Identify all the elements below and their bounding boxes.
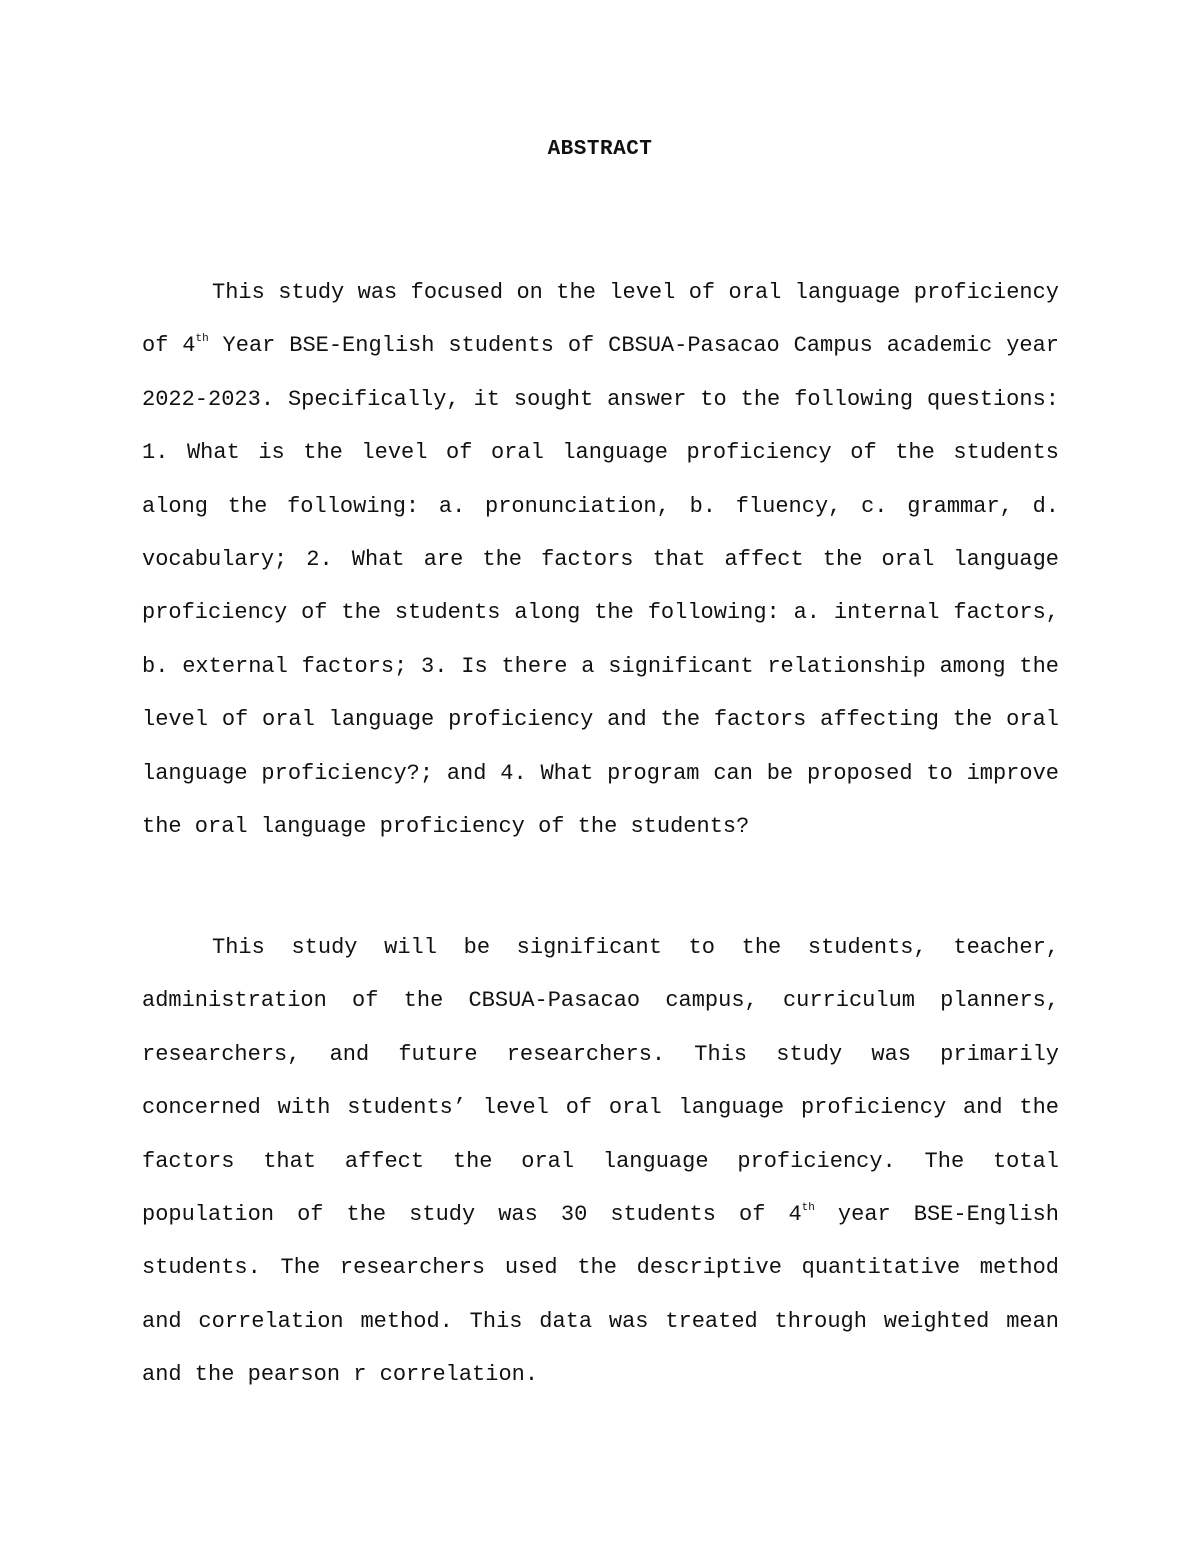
paragraph-2-text-a: This study will be significant to the students, teacher, administration of the CBSUA-Pasacao campus, curriculum planners, researchers, and future researchers. This study was primarily concerned with students’ level of oral language proficiency and the factors that affect the oral language proficiency. The total population of the study was 30 students of 4 — [142, 935, 1059, 1228]
paragraph-1-text-a: This study was focused on the level of oral language proficiency of 4 — [142, 280, 1059, 359]
abstract-heading: ABSTRACT — [547, 138, 653, 161]
abstract-paragraph-1 — [142, 266, 1059, 853]
paragraph-2-text-b: year BSE-English students. The researchers used the descriptive quantitative method and correlation method. This data was treated through weighted mean and the pearson r correlation. — [142, 1202, 1060, 1388]
abstract-paragraph-2 — [142, 921, 1059, 1402]
paragraph-1-superscript: th — [195, 333, 209, 346]
paragraph-2-superscript: th — [801, 1201, 815, 1214]
paragraph-1-text-b: Year BSE-English students of CBSUA-Pasacao Campus academic year 2022-2023. Specifically, it sought answer to the following questions: 1. What is the level of oral language proficiency of the students along the following: a. pronunciation, b. fluency, c. grammar, d. vocabulary; 2. What are the factors that affect the oral language proficiency of the students along the following: a. internal factors, b. external factors; 3. Is there a significant relationship among the level of oral language proficiency and the factors affecting the oral language proficiency?; and 4. What program can be proposed to improve the oral language proficiency of the students? — [142, 333, 1059, 840]
